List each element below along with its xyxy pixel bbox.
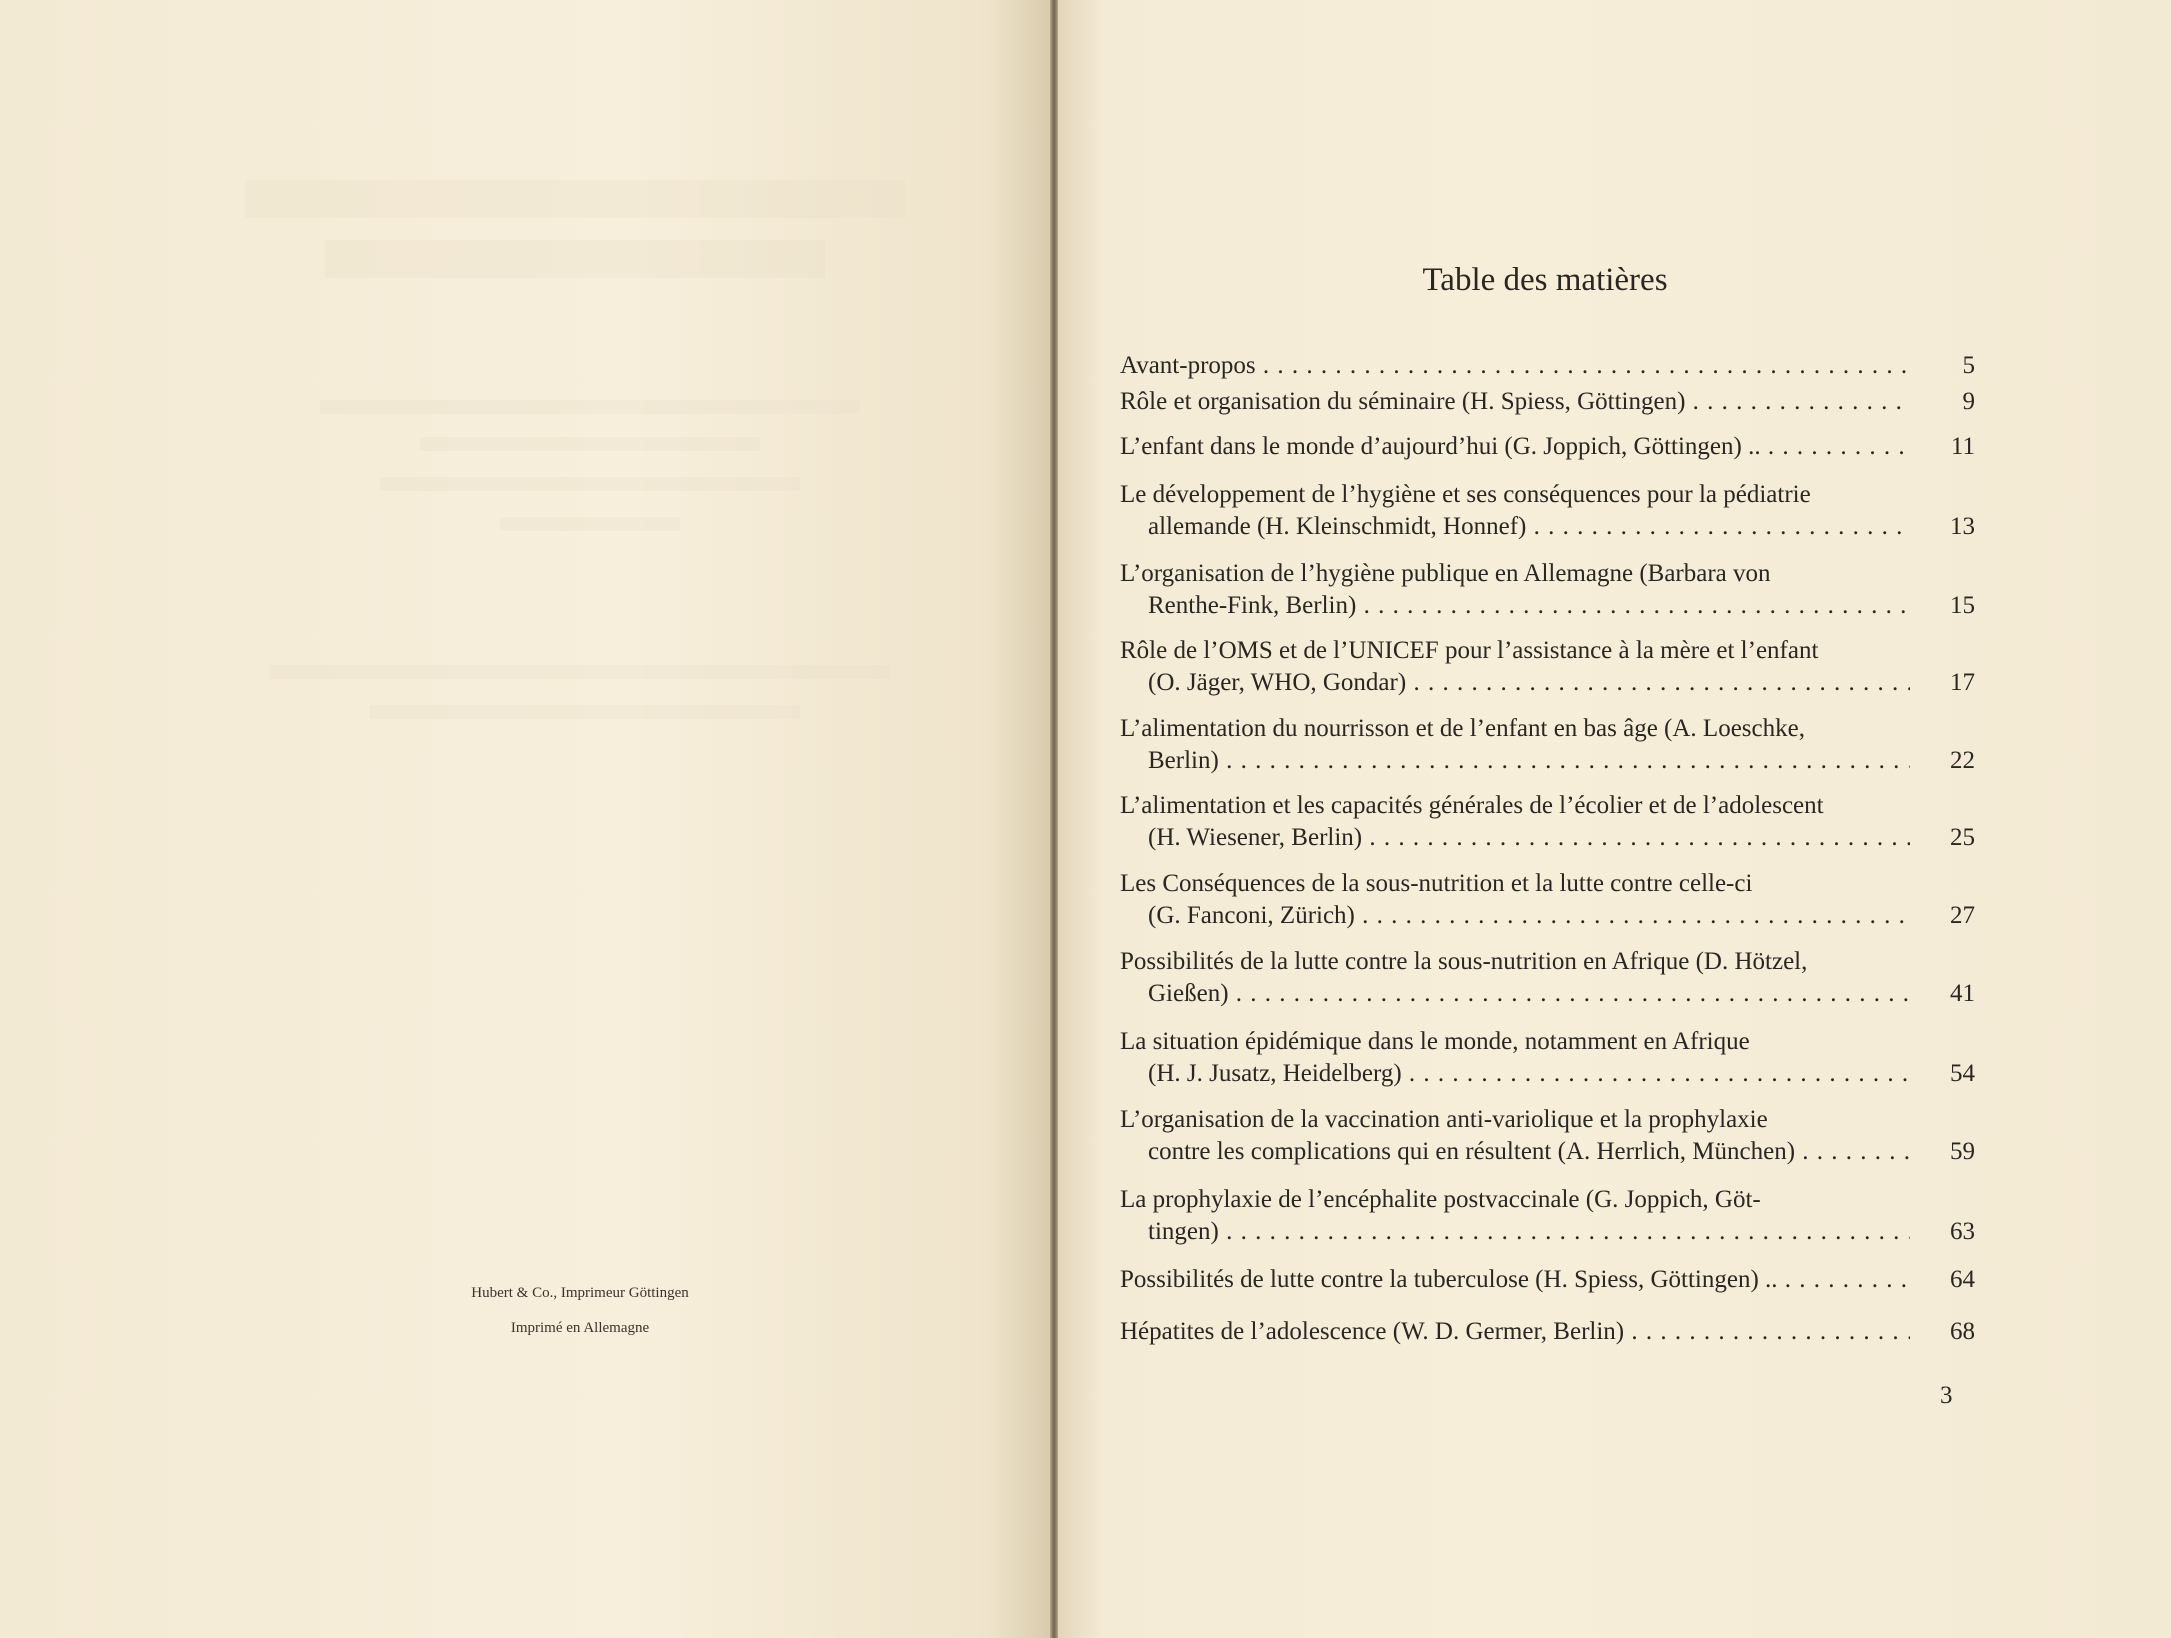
toc-entry-line: Possibilités de la lutte contre la sous-nutrition en Afrique (D. Hötzel, xyxy=(1120,948,1808,975)
toc-entry-line: (H. Wiesener, Berlin) . . . xyxy=(1120,822,1910,854)
page-number: 3 xyxy=(1940,1382,1953,1409)
show-through-shapes xyxy=(245,170,905,290)
toc-entry-page: 63 xyxy=(1950,1218,1975,1245)
imprint-printer: Hubert & Co., Imprimeur Göttingen xyxy=(471,1285,689,1301)
toc-entry-text xyxy=(1120,386,1910,418)
toc-entry-text xyxy=(1120,868,1910,932)
toc-entry xyxy=(1120,479,1975,543)
toc-entry-line: Avant-propos . . . xyxy=(1120,350,1910,382)
show-through-title xyxy=(245,170,905,290)
toc-entry-text xyxy=(1120,1104,1910,1168)
toc-entry-page: 27 xyxy=(1950,902,1975,929)
toc-entry-line: tingen) . . . xyxy=(1120,1216,1910,1248)
toc-entry-page: 17 xyxy=(1950,669,1975,696)
toc-entry xyxy=(1120,1026,1975,1090)
toc-entry-line: Gießen) . . . xyxy=(1120,978,1910,1010)
toc-entry-page: 64 xyxy=(1950,1266,1975,1293)
toc-entry-page: 59 xyxy=(1950,1138,1975,1165)
toc-entry-line: contre les complications qui en résultent (A. Herrlich, München) . . . xyxy=(1120,1136,1910,1168)
toc-entry-page: 11 xyxy=(1950,433,1975,460)
toc-entry-page: 41 xyxy=(1950,980,1975,1007)
toc-entry-line: Renthe-Fink, Berlin) . . . xyxy=(1120,590,1910,622)
toc-entry-line: Berlin) . . . xyxy=(1120,745,1910,777)
toc-entry xyxy=(1120,1104,1975,1168)
toc-entry-line: L’organisation de l’hygiène publique en Allemagne (Barbara von xyxy=(1120,560,1771,587)
toc-entry-page: 68 xyxy=(1950,1318,1975,1345)
toc-entry-text xyxy=(1120,479,1910,543)
toc-entry-text xyxy=(1120,431,1910,463)
toc-entry-text xyxy=(1120,790,1910,854)
toc-entry-line: (O. Jäger, WHO, Gondar) . . . xyxy=(1120,667,1910,699)
toc-entry-page: 22 xyxy=(1950,747,1975,774)
toc-entry-text xyxy=(1120,558,1910,622)
toc-entry-line: Possibilités de lutte contre la tuberculose (H. Spiess, Göttingen) .. . . . xyxy=(1120,1264,1910,1296)
toc-entry xyxy=(1120,1316,1975,1348)
toc-entry-line: Rôle de l’OMS et de l’UNICEF pour l’assistance à la mère et l’enfant xyxy=(1120,637,1819,664)
imprint-country: Imprimé en Allemagne xyxy=(510,1320,650,1336)
show-through-block-2 xyxy=(230,660,930,740)
toc-entry-line: La prophylaxie de l’encéphalite postvaccinale (G. Joppich, Göt- xyxy=(1120,1186,1761,1213)
toc-entry-line: Les Conséquences de la sous-nutrition et la lutte contre celle-ci xyxy=(1120,870,1753,897)
toc-entry-text xyxy=(1120,713,1910,777)
toc-entry-page: 15 xyxy=(1950,592,1975,619)
toc-entry-page: 54 xyxy=(1950,1060,1975,1087)
toc-entry-page: 25 xyxy=(1950,824,1975,851)
show-through-lines-2 xyxy=(230,660,930,740)
toc-entry-line: (H. J. Jusatz, Heidelberg) . . . xyxy=(1120,1058,1910,1090)
toc-entry xyxy=(1120,350,1975,382)
toc-entry-text xyxy=(1120,1026,1910,1090)
toc-entry-text xyxy=(1120,635,1910,699)
toc-entry-line: Hépatites de l’adolescence (W. D. Germer, Berlin) . . . xyxy=(1120,1316,1910,1348)
toc-entry xyxy=(1120,431,1975,463)
toc-title: Table des matières xyxy=(1422,262,1668,298)
toc-entry-line: L’alimentation et les capacités générales de l’écolier et de l’adolescent xyxy=(1120,792,1824,819)
toc-entry xyxy=(1120,868,1975,932)
toc-entry-line: Le développement de l’hygiène et ses conséquences pour la pédiatrie xyxy=(1120,481,1811,508)
toc-entry-line: allemande (H. Kleinschmidt, Honnef) . . . xyxy=(1120,511,1910,543)
toc-entry-text xyxy=(1120,1184,1910,1248)
toc-entry xyxy=(1120,558,1975,622)
show-through-block xyxy=(300,395,870,555)
toc-entry-page: 9 xyxy=(1962,388,1975,415)
toc-entry xyxy=(1120,1264,1975,1296)
toc-entry-line: L’organisation de la vaccination anti-variolique et la prophylaxie xyxy=(1120,1106,1768,1133)
toc-entry-line: (G. Fanconi, Zürich) . . . xyxy=(1120,900,1910,932)
toc-entry-text xyxy=(1120,1316,1910,1348)
toc-entry xyxy=(1120,713,1975,777)
toc-entry xyxy=(1120,635,1975,699)
toc-entry xyxy=(1120,790,1975,854)
toc-entry-text xyxy=(1120,946,1910,1010)
toc-entry-line: Rôle et organisation du séminaire (H. Spiess, Göttingen) . . . xyxy=(1120,386,1910,418)
toc-entry-page: 5 xyxy=(1962,352,1975,379)
left-page xyxy=(0,0,1050,1638)
toc-entry-text xyxy=(1120,1264,1910,1296)
toc-entry-line: La situation épidémique dans le monde, notamment en Afrique xyxy=(1120,1028,1750,1055)
show-through-lines xyxy=(300,395,870,555)
toc-entry xyxy=(1120,1184,1975,1248)
toc-entry-line: L’alimentation du nourrisson et de l’enfant en bas âge (A. Loeschke, xyxy=(1120,715,1805,742)
toc-entry-text xyxy=(1120,350,1910,382)
toc-entry xyxy=(1120,946,1975,1010)
toc-entry-page: 13 xyxy=(1950,513,1975,540)
toc-entry xyxy=(1120,386,1975,418)
book-gutter xyxy=(1050,0,1058,1638)
toc-entry-line: L’enfant dans le monde d’aujourd’hui (G. Joppich, Göttingen) .. . . . xyxy=(1120,431,1910,463)
